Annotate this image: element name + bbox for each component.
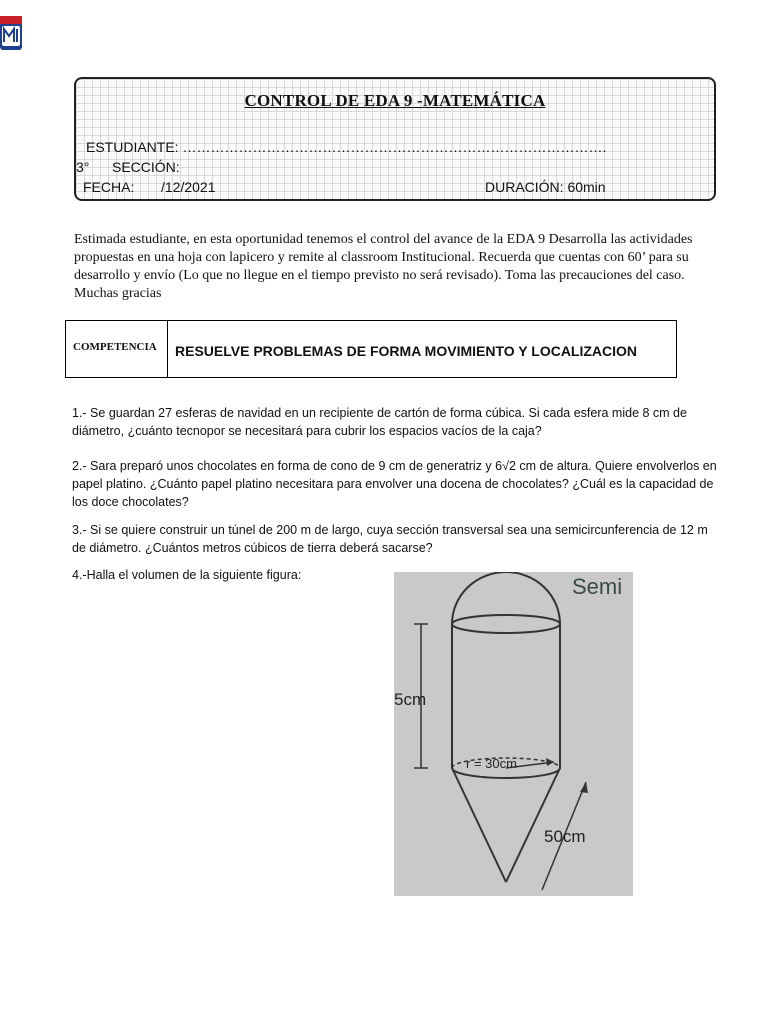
height-label: 5cm [394, 690, 427, 709]
grade-value: 3° [76, 159, 90, 175]
header-box [74, 77, 716, 201]
question-4: 4.-Halla el volumen de la siguiente figura: [72, 568, 302, 582]
figure-background [394, 572, 633, 896]
date-label: FECHA: [83, 179, 135, 195]
competencia-value: RESUELVE PROBLEMAS DE FORMA MOVIMIENTO Y LOCALIZACION [175, 343, 638, 359]
question-3: 3.- Si se quiere construir un túnel de 200 m de largo, cuya sección transversal sea una semicircunferencia de 12 m de diámetro. ¿Cuántos metros cúbicos de tierra deberá sacarse? [72, 523, 708, 555]
slant-label: 50cm [544, 827, 586, 846]
question-1: 1.- Se guardan 27 esferas de navidad en un recipiente de cartón de forma cúbica. Si cada esfera mide 8 cm de diámetro, ¿cuánto tecnopor se necesitará para cubrir los espacios vacíos de la caja? [72, 406, 687, 438]
competencia-table [65, 320, 677, 378]
student-field: ESTUDIANTE: ………………………………………………………………………………. [86, 139, 607, 155]
geometry-figure [394, 572, 633, 896]
question-2: 2.- Sara preparó unos chocolates en forma de cono de 9 cm de generatriz y 6√2 cm de altura. Quiere envolverlos en papel platino. ¿Cuánto papel platino necesitara para envolver una docena de chocolates? ¿Cuál es la capacidad de los doce chocolates? [72, 459, 717, 509]
school-logo-icon [0, 14, 24, 52]
competencia-label: COMPETENCIA [66, 321, 168, 377]
figure-corner-text: Semi [572, 574, 623, 599]
radius-label: r = 30cm [466, 756, 517, 771]
section-label: SECCIÓN: [112, 159, 180, 175]
date-value: /12/2021 [161, 179, 216, 195]
intro-paragraph: Estimada estudiante, en esta oportunidad tenemos el control del avance de la EDA 9 Desarrolla las actividades propuestas en una hoja con lapicero y remite al classroom Institucional. Recuerda que cuentas con 60’ para su desarrollo y envío (Lo que no llegue en el tiempo previsto no será revisado). Toma las precauciones del caso. Muchas gracias [74, 232, 693, 301]
document-title: CONTROL DE EDA 9 -MATEMÁTICA [244, 91, 546, 110]
duration-label: DURACIÓN: 60min [485, 179, 606, 195]
